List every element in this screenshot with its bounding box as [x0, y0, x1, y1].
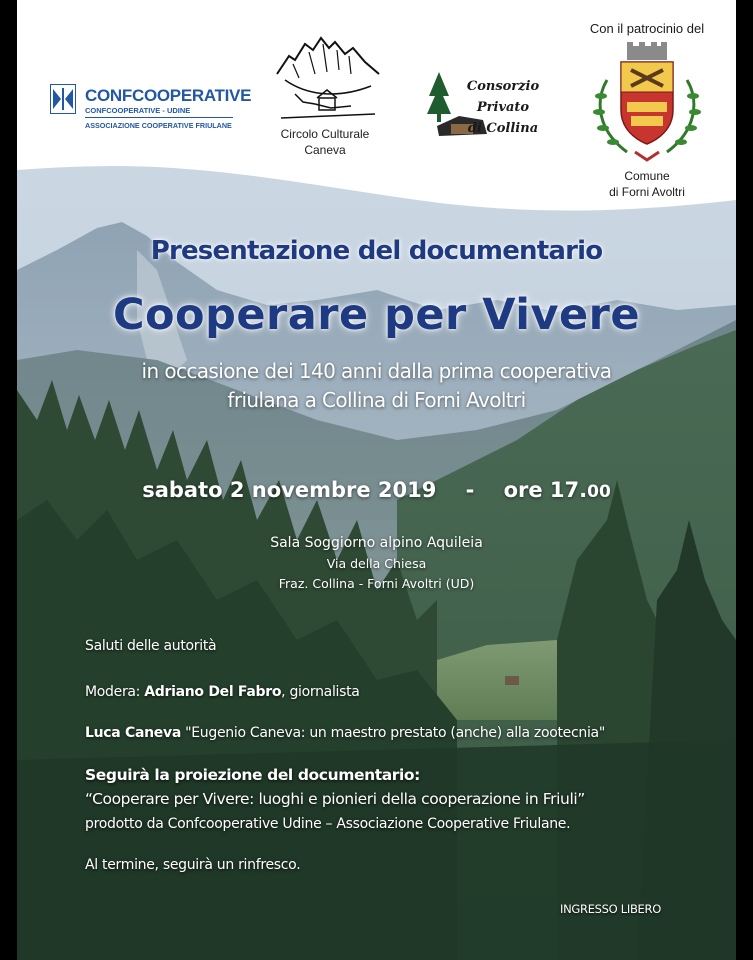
venue-locality: Fraz. Collina - Forni Avoltri (UD): [278, 576, 475, 591]
event-time: ore 17.: [503, 478, 588, 502]
circolo-line2: Caneva: [304, 143, 346, 157]
moderator-name: Adriano Del Fabro: [144, 684, 282, 700]
confcooperative-name: CONFCOOPERATIVE: [85, 86, 252, 105]
occasion-text: [17, 357, 736, 415]
confcooperative-logo-icon: [50, 84, 76, 114]
municipal-crest-icon: [587, 40, 707, 166]
speaker-talk: "Eugenio Caneva: un maestro prestato (anche) alla zootecnia": [180, 725, 605, 741]
event-date: sabato 2 novembre 2019: [142, 478, 437, 502]
consorzio-line1: Consorzio: [466, 79, 540, 94]
poster-frame: [17, 0, 736, 960]
program-saluti: Saluti delle autorità: [85, 638, 217, 654]
program-speaker: [85, 725, 605, 741]
occasion-line1: in occasione dei 140 anni dalla prima cooperativa: [141, 359, 612, 383]
mountain-sketch-icon: [275, 34, 383, 122]
moderator-role: , giornalista: [281, 684, 360, 700]
proiezione-heading: Seguirà la proiezione del documentario:: [85, 766, 420, 784]
circolo-line1: Circolo Culturale: [280, 127, 370, 141]
presentation-heading: Presentazione del documentario: [150, 236, 603, 266]
program-rinfresco: Al termine, seguirà un rinfresco.: [85, 857, 301, 873]
circolo-culturale-label: [270, 126, 380, 158]
consorzio-label: [453, 76, 553, 139]
patrocinio-label: Con il patrocinio del: [589, 21, 705, 36]
ingresso-libero: INGRESSO LIBERO: [560, 902, 661, 916]
moderator-label: Modera:: [85, 684, 145, 700]
comune-label: [587, 168, 707, 200]
comune-line2: di Forni Avoltri: [609, 185, 685, 199]
consorzio-line3: di Collina: [467, 121, 539, 136]
event-separator: -: [465, 478, 475, 502]
program-producer: prodotto da Confcooperative Udine – Associazione Cooperative Friulane.: [85, 816, 571, 832]
confcooperative-udine: CONFCOOPERATIVE - UDINE: [85, 106, 191, 115]
venue-street: Via della Chiesa: [326, 556, 427, 571]
program-moderator: [85, 684, 360, 700]
speaker-name: Luca Caneva: [85, 725, 181, 741]
program-proiezione: [85, 766, 420, 784]
comune-line1: Comune: [624, 169, 670, 183]
occasion-line2: friulana a Collina di Forni Avoltri: [227, 388, 526, 412]
event-date-time: [17, 478, 736, 502]
main-title: Cooperare per Vivere: [112, 290, 641, 340]
event-time-minutes: 00: [587, 482, 611, 502]
confcooperative-divider: [85, 117, 233, 118]
program-doc-title: “Cooperare per Vivere: luoghi e pionieri della cooperazione in Friuli”: [85, 790, 585, 808]
consorzio-line2: Privato: [476, 100, 530, 115]
confcooperative-association: ASSOCIAZIONE COOPERATIVE FRIULANE: [85, 121, 232, 130]
venue-name: Sala Soggiorno alpino Aquileia: [270, 535, 483, 551]
